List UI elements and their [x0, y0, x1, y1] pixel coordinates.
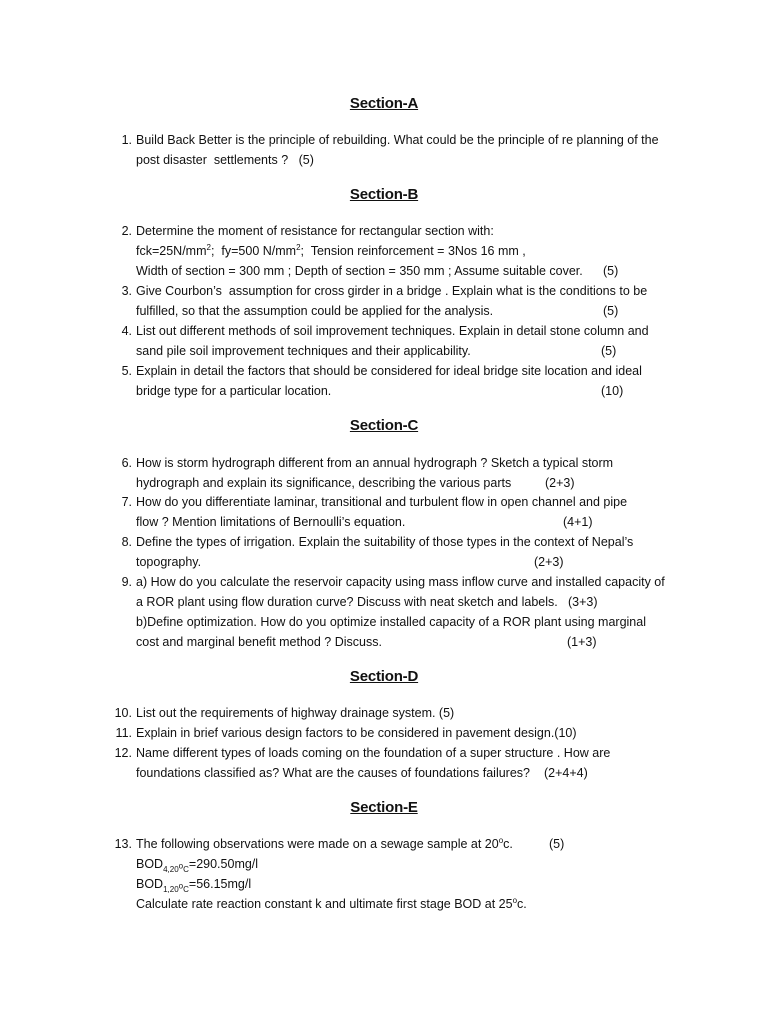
q13-bod4-value: =290.50mg/l: [188, 857, 259, 871]
question-5-line-2: bridge type for a particular location.: [136, 384, 332, 398]
question-8-line-1: Define the types of irrigation. Explain the suitability of those types in the context of Nepal’s: [136, 535, 634, 549]
question-7-line-2: flow ? Mention limitations of Bernoulli’s equation.: [136, 515, 406, 529]
question-1-line-1: Build Back Better is the principle of rebuilding. What could be the principle of re planning of the: [136, 133, 659, 147]
question-8-number: 8.: [121, 535, 132, 549]
question-6-line-2: hydrograph and explain its significance, describing the various parts: [136, 476, 512, 490]
question-4-line-1: List out different methods of soil improvement techniques. Explain in detail stone column and: [136, 324, 649, 338]
question-6-marks: (2+3): [545, 476, 575, 490]
question-2-line-1: Determine the moment of resistance for rectangular section with:: [136, 224, 494, 238]
q2-exp-1: 2: [206, 242, 211, 252]
q13-unit-1: c.: [503, 837, 513, 851]
question-5-number: 5.: [121, 364, 132, 378]
q13-degree-2: o: [512, 895, 518, 905]
q13-bod4-c: C: [183, 864, 189, 874]
question-5-marks: (10): [601, 384, 624, 398]
question-4-marks: (5): [601, 344, 617, 358]
question-6-number: 6.: [121, 456, 132, 470]
q13-unit-2: c.: [517, 897, 527, 911]
question-7-marks: (4+1): [563, 515, 593, 529]
q13-bod1-value: =56.15mg/l: [188, 877, 252, 891]
question-13-marks: (5): [549, 837, 565, 851]
question-8-marks: (2+3): [534, 555, 564, 569]
question-13-line-1: [136, 834, 513, 854]
q2-fck: fck=25N/mm: [136, 244, 207, 258]
question-12-line-1: Name different types of loads coming on the foundation of a super structure . How are: [136, 746, 611, 760]
question-2-marks: (5): [603, 264, 619, 278]
question-3-marks: (5): [603, 304, 619, 318]
question-3-number: 3.: [121, 284, 132, 298]
question-2-line-3: Width of section = 300 mm ; Depth of section = 350 mm ; Assume suitable cover.: [136, 264, 583, 278]
question-13-number: 13.: [114, 837, 132, 851]
question-8-line-2: topography.: [136, 555, 202, 569]
q13-calc-text: Calculate rate reaction constant k and ultimate first stage BOD at 25: [136, 897, 513, 911]
q13-bod4-sub-text: 4,20: [163, 864, 179, 874]
q13-bod4-sub: [163, 860, 189, 874]
q13-bod4-line: [136, 854, 258, 874]
question-9-line-2: a ROR plant using flow duration curve? Discuss with neat sketch and labels.: [136, 595, 558, 609]
question-4-line-2: sand pile soil improvement techniques and their applicability.: [136, 344, 471, 358]
q2-fy: ; fy=500 N/mm: [210, 244, 297, 258]
question-12-marks: (2+4+4): [544, 766, 588, 780]
section-a-heading: Section-A: [349, 95, 419, 112]
question-5-line-1: Explain in detail the factors that should be considered for ideal bridge site location and ideal: [136, 364, 642, 378]
q13-degree-1: o: [498, 835, 504, 845]
question-6-line-1: How is storm hydrograph different from an annual hydrograph ? Sketch a typical storm: [136, 456, 614, 470]
q13-bod1-deg: o: [178, 880, 184, 890]
section-b-heading: Section-B: [349, 186, 419, 203]
q13-bod1-sub: [163, 880, 189, 894]
question-9-line-3: b)Define optimization. How do you optimize installed capacity of a ROR plant using marginal: [136, 615, 646, 629]
q13-bod1-label: BOD: [136, 877, 164, 891]
question-10-number: 10.: [114, 706, 132, 720]
question-12-number: 12.: [114, 746, 132, 760]
section-d-heading: Section-D: [349, 668, 419, 685]
question-1-number: 1.: [121, 133, 132, 147]
question-9-number: 9.: [121, 575, 132, 589]
question-3-line-1: Give Courbon’s assumption for cross girder in a bridge . Explain what is the conditions to be: [136, 284, 648, 298]
question-4-number: 4.: [121, 324, 132, 338]
question-11-line-1: Explain in brief various design factors to be considered in pavement design.(10): [136, 726, 577, 740]
q13-bod1-sub-text: 1,20: [163, 884, 179, 894]
q2-exp-2: 2: [296, 242, 301, 252]
question-10-line-1: List out the requirements of highway drainage system. (5): [136, 706, 455, 720]
q13-final-line: [136, 894, 527, 914]
question-11-number: 11.: [115, 726, 132, 740]
question-1-line-2: post disaster settlements ? (5): [136, 153, 314, 167]
q13-bod4-deg: o: [178, 860, 184, 870]
question-9-line-4: cost and marginal benefit method ? Discuss.: [136, 635, 382, 649]
question-3-line-2: fulfilled, so that the assumption could be applied for the analysis.: [136, 304, 494, 318]
section-c-heading: Section-C: [349, 417, 419, 434]
q2-tension: ; Tension reinforcement = 3Nos 16 mm ,: [300, 244, 526, 258]
question-9a-marks: (3+3): [568, 595, 598, 609]
section-e-heading: Section-E: [350, 799, 418, 816]
q13-bod4-label: BOD: [136, 857, 164, 871]
question-2-number: 2.: [121, 224, 132, 238]
question-9b-marks: (1+3): [567, 635, 597, 649]
question-12-line-2: foundations classified as? What are the causes of foundations failures?: [136, 766, 530, 780]
q13-bod1-c: C: [183, 884, 189, 894]
q13-bod1-line: [136, 874, 251, 894]
question-7-line-1: How do you differentiate laminar, transitional and turbulent flow in open channel and pipe: [136, 495, 628, 509]
question-2-line-2: [136, 241, 526, 261]
q13-observation-text: The following observations were made on a sewage sample at 20: [136, 837, 499, 851]
question-7-number: 7.: [121, 495, 132, 509]
question-9-line-1: a) How do you calculate the reservoir capacity using mass inflow curve and installed capacity of: [136, 575, 665, 589]
